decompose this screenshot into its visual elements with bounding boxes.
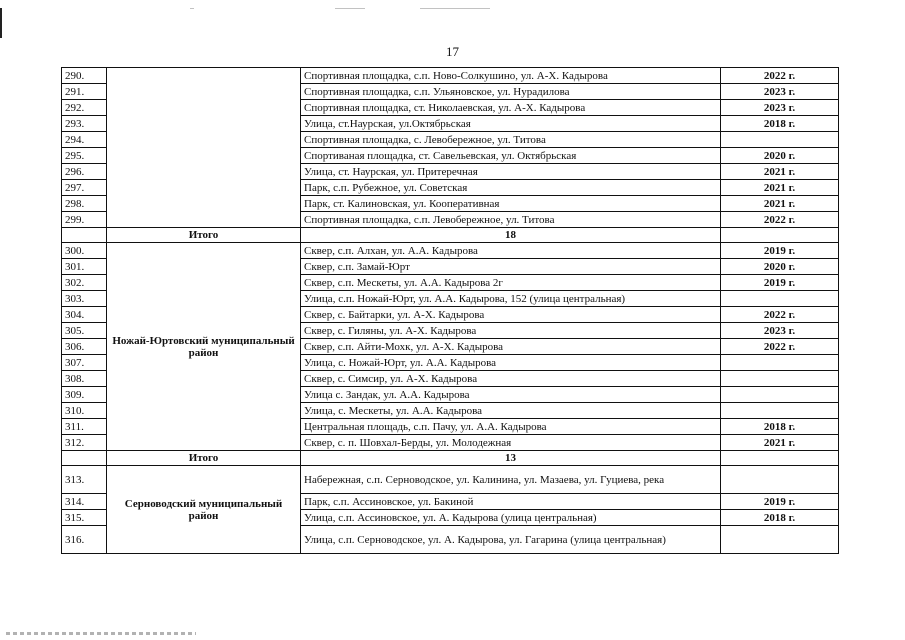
- completion-year: 2019 г.: [721, 243, 839, 259]
- completion-year: 2020 г.: [721, 259, 839, 275]
- row-number: 308.: [62, 371, 107, 387]
- completion-year: 2021 г.: [721, 180, 839, 196]
- row-number: 305.: [62, 323, 107, 339]
- completion-year: [721, 371, 839, 387]
- completion-year: 2019 г.: [721, 275, 839, 291]
- completion-year: [721, 387, 839, 403]
- district-name: Серноводский муниципальный район: [107, 466, 301, 554]
- empty-cell: [721, 451, 839, 466]
- object-name: Сквер, с. Байтарки, ул. А-Х. Кадырова: [301, 307, 721, 323]
- object-name: Улица, с.п. Ножай-Юрт, ул. А.А. Кадырова, 152 (улица центральная): [301, 291, 721, 307]
- row-number: 303.: [62, 291, 107, 307]
- object-name: Сквер, с.п. Мескеты, ул. А.А. Кадырова 2г: [301, 275, 721, 291]
- completion-year: 2023 г.: [721, 84, 839, 100]
- object-name: Улица, ст. Наурская, ул. Притеречная: [301, 164, 721, 180]
- completion-year: [721, 403, 839, 419]
- row-number: 299.: [62, 212, 107, 228]
- row-number: 312.: [62, 435, 107, 451]
- empty-cell: [62, 451, 107, 466]
- row-number: 291.: [62, 84, 107, 100]
- row-number: 290.: [62, 68, 107, 84]
- scan-artifact: [6, 632, 196, 635]
- completion-year: 2020 г.: [721, 148, 839, 164]
- object-name: Набережная, с.п. Серноводское, ул. Калинина, ул. Мазаева, ул. Гуциева, река: [301, 466, 721, 494]
- row-number: 293.: [62, 116, 107, 132]
- total-row: [62, 451, 839, 466]
- completion-year: [721, 466, 839, 494]
- scan-artifact: [420, 8, 490, 9]
- object-name: Сквер, с.п. Алхан, ул. А.А. Кадырова: [301, 243, 721, 259]
- scan-artifact: [190, 8, 194, 9]
- table-row: [62, 68, 839, 84]
- object-name: Сквер, с. Гиляны, ул. А-Х. Кадырова: [301, 323, 721, 339]
- row-number: 302.: [62, 275, 107, 291]
- row-number: 301.: [62, 259, 107, 275]
- completion-year: 2018 г.: [721, 419, 839, 435]
- completion-year: 2018 г.: [721, 510, 839, 526]
- object-name: Улица, ст.Наурская, ул.Октябрьская: [301, 116, 721, 132]
- completion-year: [721, 132, 839, 148]
- completion-year: [721, 291, 839, 307]
- empty-cell: [721, 228, 839, 243]
- completion-year: 2018 г.: [721, 116, 839, 132]
- object-name: Улица, с.п. Серноводское, ул. А. Кадырова, ул. Гагарина (улица центральная): [301, 526, 721, 554]
- object-name: Спортивная площадка, ст. Николаевская, ул. А-Х. Кадырова: [301, 100, 721, 116]
- row-number: 307.: [62, 355, 107, 371]
- object-name: Парк, с.п. Рубежное, ул. Советская: [301, 180, 721, 196]
- object-name: Парк, с.п. Ассиновское, ул. Бакиной: [301, 494, 721, 510]
- row-number: 297.: [62, 180, 107, 196]
- row-number: 306.: [62, 339, 107, 355]
- row-number: 295.: [62, 148, 107, 164]
- completion-year: 2023 г.: [721, 323, 839, 339]
- registry-table: [61, 67, 839, 554]
- completion-year: 2019 г.: [721, 494, 839, 510]
- object-name: Спортивная площадка, с. Левобережное, ул. Титова: [301, 132, 721, 148]
- completion-year: [721, 526, 839, 554]
- district-name: [107, 68, 301, 228]
- completion-year: 2023 г.: [721, 100, 839, 116]
- object-name: Улица, с.п. Ассиновское, ул. А. Кадырова (улица центральная): [301, 510, 721, 526]
- completion-year: [721, 355, 839, 371]
- total-value: 13: [301, 451, 721, 466]
- completion-year: 2021 г.: [721, 435, 839, 451]
- scan-artifact: [335, 8, 365, 9]
- object-name: Спортивная площадка, с.п. Левобережное, ул. Титова: [301, 212, 721, 228]
- row-number: 298.: [62, 196, 107, 212]
- row-number: 292.: [62, 100, 107, 116]
- district-name: Ножай-Юртовский муниципальный район: [107, 243, 301, 451]
- row-number: 311.: [62, 419, 107, 435]
- row-number: 300.: [62, 243, 107, 259]
- row-number: 309.: [62, 387, 107, 403]
- row-number: 313.: [62, 466, 107, 494]
- total-row: [62, 228, 839, 243]
- completion-year: 2022 г.: [721, 307, 839, 323]
- object-name: Спортивная площадка, с.п. Ульяновское, ул. Нурадилова: [301, 84, 721, 100]
- row-number: 296.: [62, 164, 107, 180]
- object-name: Улица, с. Ножай-Юрт, ул. А.А. Кадырова: [301, 355, 721, 371]
- total-label: Итого: [107, 451, 301, 466]
- row-number: 294.: [62, 132, 107, 148]
- object-name: Сквер, с. Симсир, ул. А-Х. Кадырова: [301, 371, 721, 387]
- completion-year: 2021 г.: [721, 196, 839, 212]
- row-number: 310.: [62, 403, 107, 419]
- object-name: Улица с. Зандак, ул. А.А. Кадырова: [301, 387, 721, 403]
- row-number: 315.: [62, 510, 107, 526]
- object-name: Спортиваная площадка, ст. Савельевская, ул. Октябрьская: [301, 148, 721, 164]
- table-row: [62, 243, 839, 259]
- object-name: Парк, ст. Калиновская, ул. Кооперативная: [301, 196, 721, 212]
- object-name: Улица, с. Мескеты, ул. А.А. Кадырова: [301, 403, 721, 419]
- completion-year: 2021 г.: [721, 164, 839, 180]
- completion-year: 2022 г.: [721, 212, 839, 228]
- table-row: [62, 466, 839, 494]
- object-name: Сквер, с.п. Айти-Мохк, ул. А-Х. Кадырова: [301, 339, 721, 355]
- row-number: 316.: [62, 526, 107, 554]
- object-name: Сквер, с. п. Шовхал-Берды, ул. Молодежная: [301, 435, 721, 451]
- completion-year: 2022 г.: [721, 68, 839, 84]
- scan-edge-mark: [0, 8, 2, 38]
- total-label: Итого: [107, 228, 301, 243]
- object-name: Центральная площадь, с.п. Пачу, ул. А.А. Кадырова: [301, 419, 721, 435]
- completion-year: 2022 г.: [721, 339, 839, 355]
- row-number: 314.: [62, 494, 107, 510]
- page-number: 17: [446, 44, 459, 59]
- object-name: Сквер, с.п. Замай-Юрт: [301, 259, 721, 275]
- total-value: 18: [301, 228, 721, 243]
- empty-cell: [62, 228, 107, 243]
- object-name: Спортивная площадка, с.п. Ново-Солкушино, ул. А-Х. Кадырова: [301, 68, 721, 84]
- row-number: 304.: [62, 307, 107, 323]
